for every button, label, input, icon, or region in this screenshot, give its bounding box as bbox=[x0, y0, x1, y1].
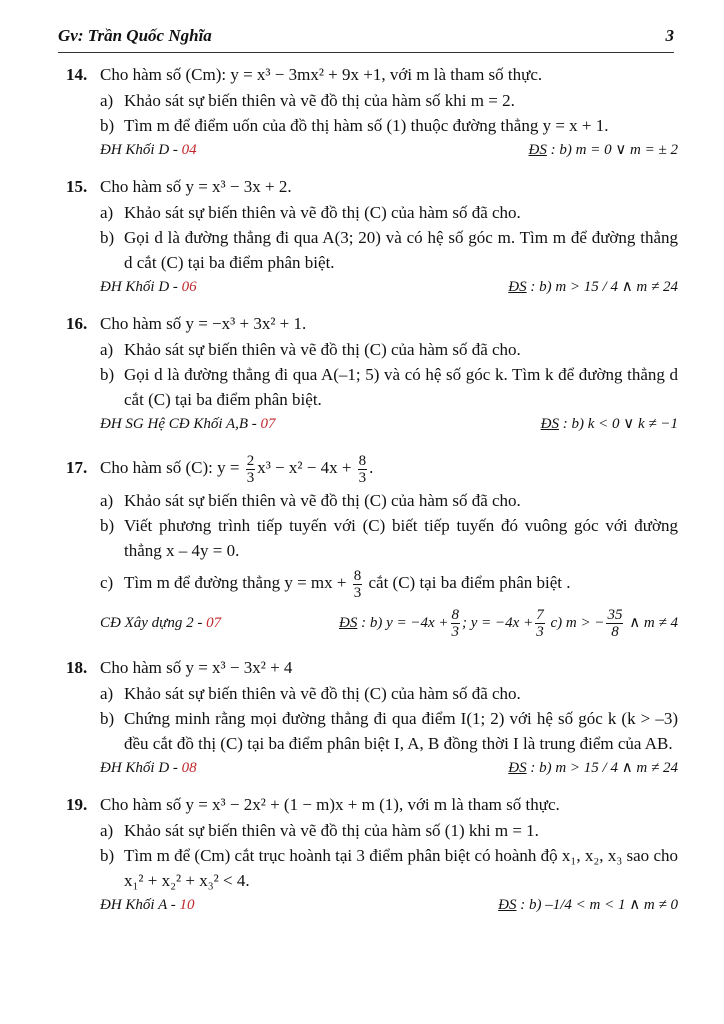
source-year: 07 bbox=[260, 416, 276, 432]
page-header bbox=[58, 22, 674, 53]
exam-source bbox=[100, 275, 197, 299]
problem-statement: Cho hàm số y = x³ − 2x² + (1 − m)x + m (1), với m là tham số thực. bbox=[100, 795, 560, 814]
subquestion-text-part: Tìm m để đường thẳng y = mx + bbox=[124, 573, 347, 592]
problem-16 bbox=[66, 311, 678, 436]
fraction bbox=[358, 453, 368, 486]
fraction-numerator: 8 bbox=[353, 567, 362, 584]
page-number: 3 bbox=[665, 26, 674, 45]
problem-18 bbox=[66, 655, 678, 780]
source-year: 06 bbox=[181, 279, 197, 295]
problem-statement: Cho hàm số y = x³ − 3x + 2. bbox=[100, 177, 292, 196]
answer bbox=[508, 275, 678, 299]
source-name: ĐH Khối D - bbox=[100, 279, 182, 295]
problem-number: 18. bbox=[66, 658, 88, 677]
subquestion-text: Tìm m để (Cm) cắt trục hoành tại 3 điểm phân biệt có hoành độ x₁, x₂, x₃ sao cho x₁² + x₂² + x₃² < 4. bbox=[124, 846, 678, 890]
problem-number: 16. bbox=[66, 314, 88, 333]
subquestion-label: a) bbox=[100, 491, 114, 510]
subquestion-text: Khảo sát sự biến thiên và vẽ đồ thị của hàm số (1) khi m = 1. bbox=[124, 821, 539, 840]
fraction-numerator: 8 bbox=[358, 452, 367, 469]
subquestion-a bbox=[66, 337, 678, 362]
fraction-denominator: 3 bbox=[536, 624, 544, 641]
exam-source bbox=[100, 893, 194, 917]
subquestion-b bbox=[66, 362, 678, 412]
subquestion-label: a) bbox=[100, 821, 114, 840]
answer bbox=[339, 603, 678, 643]
subquestion-label: a) bbox=[100, 340, 114, 359]
fraction-numerator: 2 bbox=[246, 452, 255, 469]
source-year: 10 bbox=[179, 897, 195, 913]
fraction bbox=[535, 607, 545, 640]
answer-text: : b) y = −4x + bbox=[357, 615, 449, 631]
problem-14 bbox=[66, 62, 678, 162]
exam-source bbox=[100, 412, 276, 436]
source-year: 07 bbox=[206, 615, 222, 631]
source-name: CĐ Xây dựng 2 - bbox=[100, 615, 207, 631]
subquestion-text: Khảo sát sự biến thiên và vẽ đồ thị của hàm số khi m = 2. bbox=[124, 91, 515, 110]
subquestion-label: a) bbox=[100, 203, 114, 222]
problem-number: 14. bbox=[66, 65, 88, 84]
subquestion-text: Gọi d là đường thẳng đi qua A(3; 20) và có hệ số góc m. Tìm m để đường thẳng d cắt (C) tại ba điểm phân biệt. bbox=[124, 228, 678, 272]
answer bbox=[529, 138, 678, 162]
subquestion-b bbox=[66, 225, 678, 275]
subquestion-label: a) bbox=[100, 684, 114, 703]
subquestion-label: b) bbox=[100, 516, 115, 535]
fraction bbox=[246, 453, 256, 486]
exam-source bbox=[100, 603, 221, 643]
problem-stem bbox=[66, 62, 678, 88]
answer-text: : b) k < 0 ∨ k ≠ −1 bbox=[558, 416, 678, 432]
subquestion-a bbox=[66, 681, 678, 706]
problem-footer bbox=[66, 893, 678, 917]
problem-stem bbox=[66, 311, 678, 337]
fraction-numerator: 8 bbox=[451, 607, 460, 624]
answer-text: : b) m > 15 / 4 ∧ m ≠ 24 bbox=[526, 279, 678, 295]
subquestion-text: Chứng minh rằng mọi đường thẳng đi qua điểm I(1; 2) với hệ số góc k (k > –3) đều cắt đồ thị (C) tại ba điểm phân biệt I, A, B đồng thời I là trung điểm của AB. bbox=[124, 709, 678, 753]
problem-footer bbox=[66, 138, 678, 162]
fraction-denominator: 3 bbox=[353, 584, 362, 601]
answer-label: ĐS bbox=[528, 142, 547, 158]
answer bbox=[498, 893, 678, 917]
answer-label: ĐS bbox=[498, 897, 517, 913]
exam-source bbox=[100, 138, 197, 162]
exam-source bbox=[100, 756, 197, 780]
subquestion-text: Tìm m để điểm uốn của đồ thị hàm số (1) thuộc đường thẳng y = x + 1. bbox=[124, 116, 609, 135]
subquestion-text: Khảo sát sự biến thiên và vẽ đồ thị (C) của hàm số đã cho. bbox=[124, 203, 521, 222]
subquestion-label: a) bbox=[100, 91, 114, 110]
source-year: 08 bbox=[181, 760, 197, 776]
problem-statement: Cho hàm số y = −x³ + 3x² + 1. bbox=[100, 314, 307, 333]
subquestion-label: b) bbox=[100, 116, 115, 135]
subquestion-text: Gọi d là đường thẳng đi qua A(–1; 5) và có hệ số góc k. Tìm k để đường thẳng d cắt (C) tại ba điểm phân biệt. bbox=[124, 365, 678, 409]
subquestion-text: Khảo sát sự biến thiên và vẽ đồ thị (C) của hàm số đã cho. bbox=[124, 684, 521, 703]
source-year: 04 bbox=[181, 142, 197, 158]
problem-stem bbox=[66, 174, 678, 200]
subquestion-a bbox=[66, 818, 678, 843]
answer-label: ĐS bbox=[508, 760, 527, 776]
problem-statement-end: . bbox=[369, 458, 374, 477]
problem-number: 15. bbox=[66, 177, 88, 196]
answer-label: ĐS bbox=[339, 615, 358, 631]
subquestion-label: b) bbox=[100, 228, 115, 247]
problem-17 bbox=[66, 448, 678, 643]
problem-number: 19. bbox=[66, 795, 88, 814]
problem-footer bbox=[66, 412, 678, 436]
fraction-denominator: 8 bbox=[611, 624, 619, 641]
answer bbox=[541, 412, 678, 436]
subquestion-label: c) bbox=[100, 573, 114, 592]
subquestion-text: Viết phương trình tiếp tuyến với (C) biết tiếp tuyến đó vuông góc với đường thẳng x – 4y = 0. bbox=[124, 516, 678, 560]
subquestion-b bbox=[66, 513, 678, 563]
subquestion-a bbox=[66, 488, 678, 513]
source-name: ĐH Khối A - bbox=[100, 897, 180, 913]
source-name: ĐH Khối D - bbox=[100, 760, 182, 776]
source-name: ĐH Khối D - bbox=[100, 142, 182, 158]
problem-stem bbox=[66, 448, 678, 488]
fraction-numerator: 35 bbox=[607, 607, 623, 624]
subquestion-label: b) bbox=[100, 365, 115, 384]
problem-stem bbox=[66, 792, 678, 818]
subquestion-b bbox=[66, 706, 678, 756]
problem-number: 17. bbox=[66, 458, 88, 477]
problem-statement: Cho hàm số (Cm): y = x³ − 3mx² + 9x +1, với m là tham số thực. bbox=[100, 65, 543, 84]
fraction bbox=[451, 607, 461, 640]
problem-19 bbox=[66, 792, 678, 917]
problem-15 bbox=[66, 174, 678, 299]
subquestion-c bbox=[66, 563, 678, 603]
fraction bbox=[606, 607, 623, 640]
answer-text: ∧ m ≠ 4 bbox=[625, 615, 678, 631]
subquestion-a bbox=[66, 88, 678, 113]
problem-footer bbox=[66, 756, 678, 780]
fraction-denominator: 3 bbox=[246, 469, 255, 486]
fraction-denominator: 3 bbox=[451, 624, 460, 641]
answer-label: ĐS bbox=[540, 416, 559, 432]
author-name: Gv: Trần Quốc Nghĩa bbox=[58, 26, 212, 45]
subquestion-b bbox=[66, 113, 678, 138]
subquestion-text: Khảo sát sự biến thiên và vẽ đồ thị (C) của hàm số đã cho. bbox=[124, 491, 521, 510]
source-name: ĐH SG Hệ CĐ Khối A,B - bbox=[100, 416, 261, 432]
problem-footer bbox=[66, 603, 678, 643]
answer-text: ; y = −4x + bbox=[462, 615, 534, 631]
answer-text: : b) m = 0 ∨ m = ± 2 bbox=[546, 142, 678, 158]
answer-text: : b) –1/4 < m < 1 ∧ m ≠ 0 bbox=[516, 897, 678, 913]
problem-statement-part: x³ − x² − 4x + bbox=[257, 458, 352, 477]
subquestion-text-part: cắt (C) tại ba điểm phân biệt . bbox=[364, 573, 571, 592]
answer bbox=[508, 756, 678, 780]
answer-label: ĐS bbox=[508, 279, 527, 295]
subquestion-label: b) bbox=[100, 709, 115, 728]
problem-statement: Cho hàm số (C): y = bbox=[100, 458, 240, 477]
subquestion-label: b) bbox=[100, 846, 115, 865]
fraction bbox=[353, 568, 363, 601]
subquestion-text bbox=[100, 563, 678, 603]
subquestion-text: Khảo sát sự biến thiên và vẽ đồ thị (C) của hàm số đã cho. bbox=[124, 340, 521, 359]
subquestion-b bbox=[66, 843, 678, 893]
fraction-denominator: 3 bbox=[358, 469, 367, 486]
problem-statement: Cho hàm số y = x³ − 3x² + 4 bbox=[100, 658, 293, 677]
problem-list bbox=[66, 62, 678, 929]
subquestion-a bbox=[66, 200, 678, 225]
problem-footer bbox=[66, 275, 678, 299]
answer-text: : b) m > 15 / 4 ∧ m ≠ 24 bbox=[526, 760, 678, 776]
answer-text: c) m > − bbox=[546, 615, 605, 631]
fraction-numerator: 7 bbox=[536, 607, 544, 624]
problem-stem bbox=[66, 655, 678, 681]
